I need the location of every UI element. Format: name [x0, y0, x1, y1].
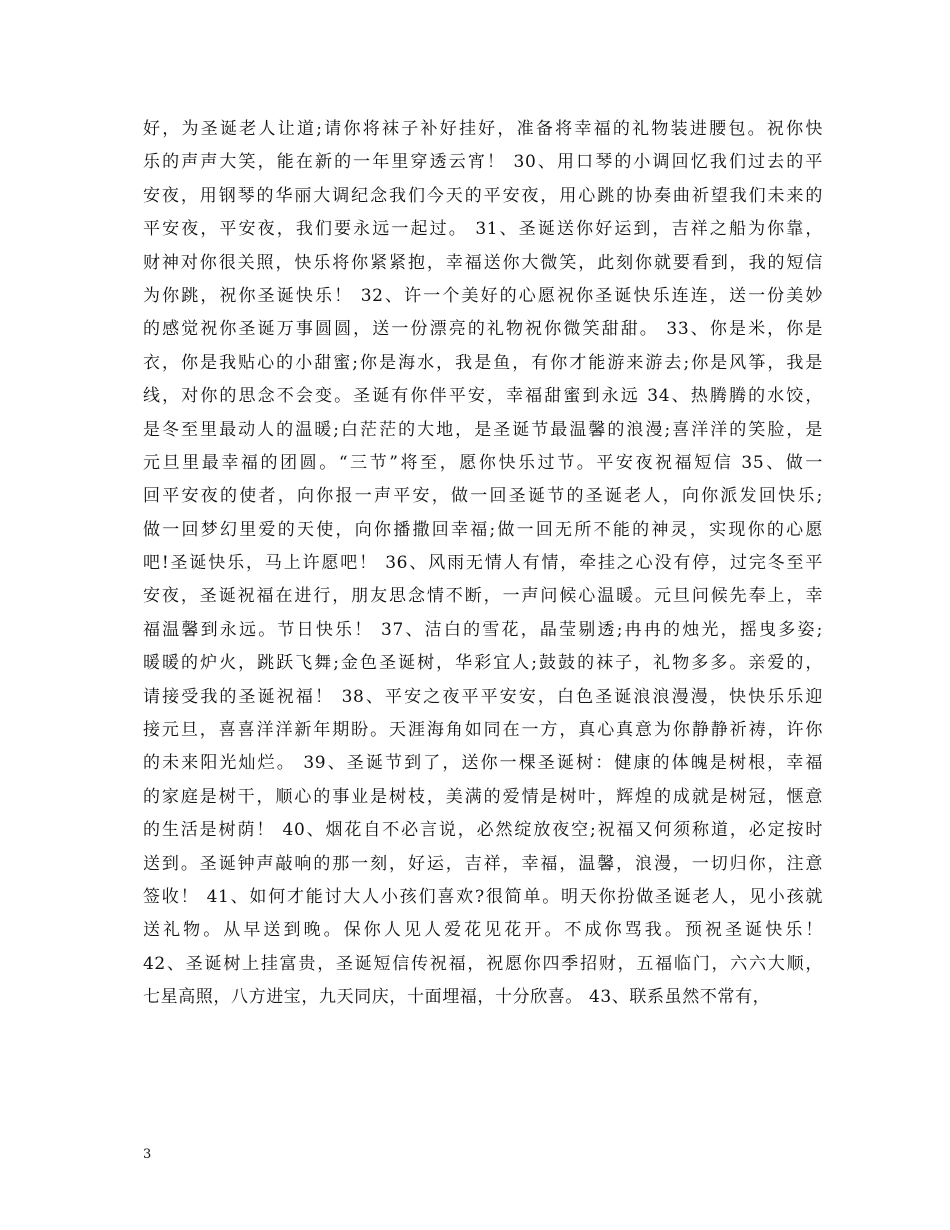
text-line: 福温馨到永远。节日快乐！ 37、洁白的雪花，晶莹剔透;冉冉的烛光，摇曳多姿;: [143, 619, 823, 640]
page-number: 3: [143, 1147, 152, 1162]
text-line: 安夜，用钢琴的华丽大调纪念我们今天的平安夜，用心跳的协奏曲祈望我们未来的: [143, 185, 823, 206]
text-line: 签收！ 41、如何才能讨大人小孩们喜欢?很简单。明天你扮做圣诞老人，见小孩就: [143, 886, 823, 907]
text-line: 送礼物。从早送到晚。保你人见人爱花见花开。不成你骂我。预祝圣诞快乐！: [143, 920, 823, 941]
body-text: [143, 113, 823, 1015]
text-line: 好，为圣诞老人让道;请你将袜子补好挂好，准备将幸福的礼物装进腰包。祝你快: [143, 119, 823, 139]
text-line: 为你跳，祝你圣诞快乐！ 32、许一个美好的心愿祝你圣诞快乐连连，送一份美妙: [143, 285, 823, 306]
text-line: 请接受我的圣诞祝福！ 38、平安之夜平平安安，白色圣诞浪浪漫漫，快快乐乐迎: [143, 686, 823, 707]
text-line: 的感觉祝你圣诞万事圆圆，送一份漂亮的礼物祝你微笑甜甜。 33、你是米，你是: [143, 319, 823, 340]
text-line: 衣，你是我贴心的小甜蜜;你是海水，我是鱼，有你才能游来游去;你是风筝，我是: [143, 352, 823, 373]
text-line: 安夜，圣诞祝福在进行，朋友思念情不断，一声问候心温暖。元旦问候先奉上，幸: [143, 586, 823, 607]
text-line: 七星高照，八方进宝，九天同庆，十面埋福，十分欣喜。 43、联系虽然不常有，: [143, 987, 771, 1008]
text-line: 的家庭是树干，顺心的事业是树枝，美满的爱情是树叶，辉煌的成就是树冠，惬意: [143, 786, 823, 807]
text-line: 接元旦，喜喜洋洋新年期盼。天涯海角如同在一方，真心真意为你静静祈祷，许你: [143, 720, 823, 741]
text-line: 是冬至里最动人的温暖;白茫茫的大地，是圣诞节最温馨的浪漫;喜洋洋的笑脸，是: [143, 419, 823, 440]
text-line: 送到。圣诞钟声敲响的那一刻，好运，吉祥，幸福，温馨，浪漫，一切归你，注意: [143, 853, 823, 874]
text-line: 线，对你的思念不会变。圣诞有你伴平安，幸福甜蜜到永远 34、热腾腾的水饺，: [143, 386, 823, 407]
text-line: 平安夜，平安夜，我们要永远一起过。 31、圣诞送你好运到，吉祥之船为你靠，: [143, 219, 823, 240]
text-line: 吧!圣诞快乐，马上许愿吧！ 36、风雨无情人有情，牵挂之心没有停，过完冬至平: [143, 553, 823, 574]
text-line: 的未来阳光灿烂。 39、圣诞节到了，送你一棵圣诞树：健康的体魄是树根，幸福: [143, 753, 823, 774]
text-line: 做一回梦幻里爱的天使，向你播撒回幸福;做一回无所不能的神灵，实现你的心愿: [143, 519, 823, 540]
text-line: 的生活是树荫！ 40、烟花自不必言说，必然绽放夜空;祝福又何须称道，必定按时: [143, 820, 823, 841]
text-line: 元旦里最幸福的团圆。“三节”将至，愿你快乐过节。平安夜祝福短信 35、做一: [143, 452, 823, 473]
text-line: 回平安夜的使者，向你报一声平安，做一回圣诞节的圣诞老人，向你派发回快乐;: [143, 486, 823, 507]
text-line: 乐的声声大笑，能在新的一年里穿透云宵！ 30、用口琴的小调回忆我们过去的平: [143, 152, 823, 173]
text-line: 42、圣诞树上挂富贵，圣诞短信传祝福，祝愿你四季招财，五福临门，六六大顺，: [143, 953, 823, 974]
text-line: 财神对你很关照，快乐将你紧紧抱，幸福送你大微笑，此刻你就要看到，我的短信: [143, 252, 823, 273]
text-line: 暖暖的炉火，跳跃飞舞;金色圣诞树，华彩宜人;鼓鼓的袜子，礼物多多。亲爱的，: [143, 653, 823, 674]
